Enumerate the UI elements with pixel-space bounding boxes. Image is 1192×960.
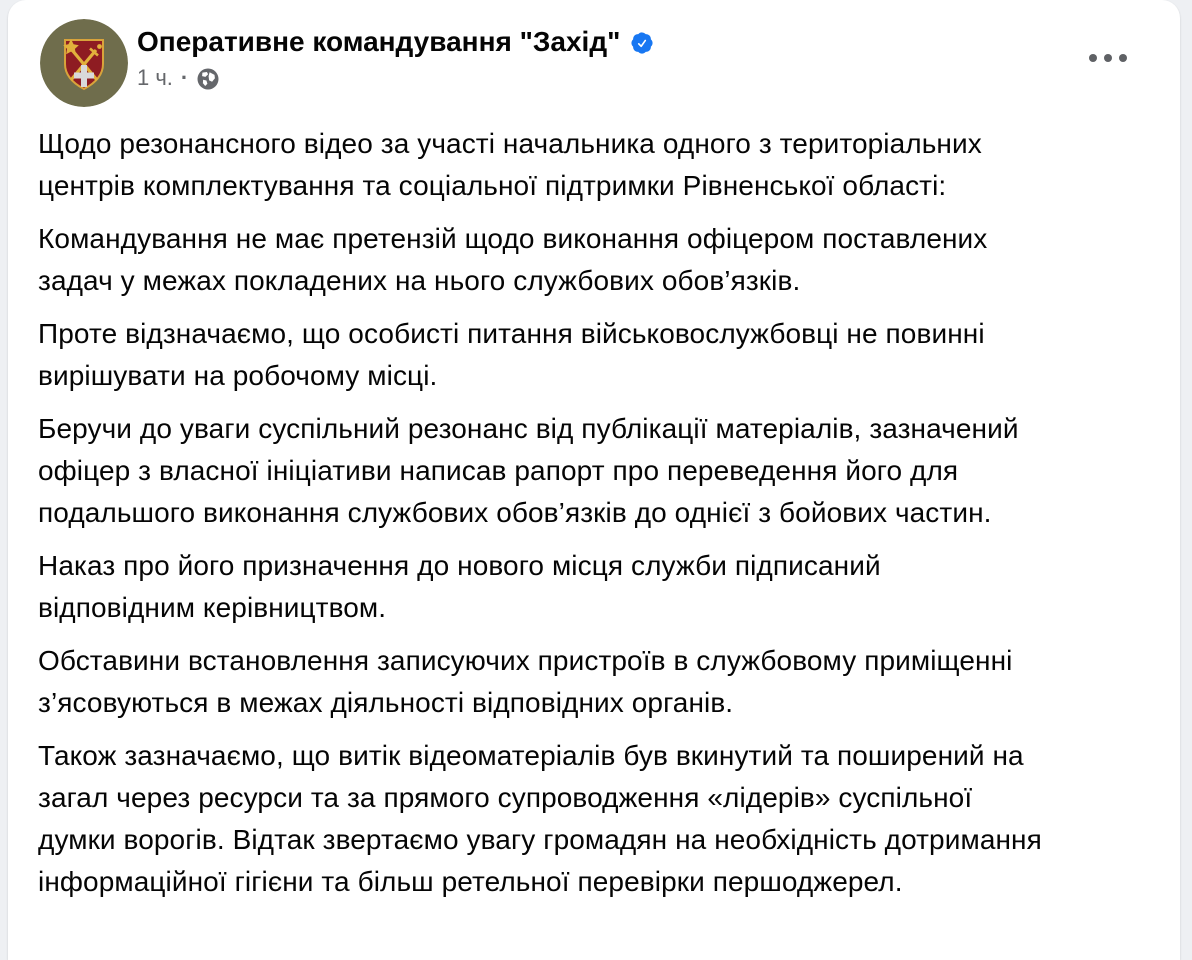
page-avatar[interactable] (40, 19, 128, 107)
text-line: офіцер з власної ініціативи написав рапорт про переведення його для (38, 455, 959, 486)
text-line: Проте відзначаємо, що особисті питання військовослужбовці не повинні (38, 318, 985, 349)
post-paragraph (38, 640, 1170, 724)
text-line: думки ворогів. Відтак звертаємо увагу громадян на необхідність дотримання (38, 824, 1042, 855)
post-meta (137, 64, 655, 92)
verified-badge-icon (629, 30, 655, 56)
header-info (137, 24, 655, 92)
page-name-link[interactable]: Оперативне командування "Захід" (137, 26, 621, 57)
facebook-post-card (8, 0, 1180, 960)
text-line: Беручи до уваги суспільний резонанс від публікації матеріалів, зазначений (38, 413, 1019, 444)
ellipsis-icon (1089, 54, 1127, 62)
timestamp-link[interactable]: 1 ч. (137, 65, 173, 90)
meta-separator: · (180, 65, 189, 90)
more-options-button[interactable] (1072, 36, 1144, 80)
text-line: Щодо резонансного відео за участі начальника одного з територіальних (38, 128, 982, 159)
post-paragraph (38, 218, 1170, 302)
text-line: подальшого виконання службових обов’язків до однієї з бойових частин. (38, 497, 992, 528)
post-paragraph (38, 408, 1170, 534)
text-line: інформаційної гігієни та більш ретельної перевірки першоджерел. (38, 866, 903, 897)
post-text (8, 107, 1180, 903)
post-paragraph (38, 735, 1170, 903)
post-paragraph (38, 313, 1170, 397)
text-line: вирішувати на робочому місці. (38, 360, 438, 391)
text-line: Командування не має претензій щодо виконання офіцером поставлених (38, 223, 988, 254)
post-paragraph (38, 123, 1170, 207)
text-line: Наказ про його призначення до нового місця служби підписаний (38, 550, 881, 581)
text-line: загал через ресурси та за прямого супроводження «лідерів» суспільної (38, 782, 973, 813)
text-line: Обставини встановлення записуючих пристроїв в службовому приміщенні (38, 645, 1013, 676)
military-emblem-icon (40, 94, 128, 107)
text-line: задач у межах покладених на нього службових обов’язків. (38, 265, 801, 296)
post-paragraph (38, 545, 1170, 629)
post-header (8, 0, 1180, 107)
text-line: Також зазначаємо, що витік відеоматеріалів був вкинутий та поширений на (38, 740, 1024, 771)
text-line: відповідним керівництвом. (38, 592, 387, 623)
public-globe-icon (196, 67, 220, 91)
text-line: центрів комплектування та соціальної підтримки Рівненської області: (38, 170, 947, 201)
text-line: з’ясовуються в межах діяльності відповідних органів. (38, 687, 734, 718)
